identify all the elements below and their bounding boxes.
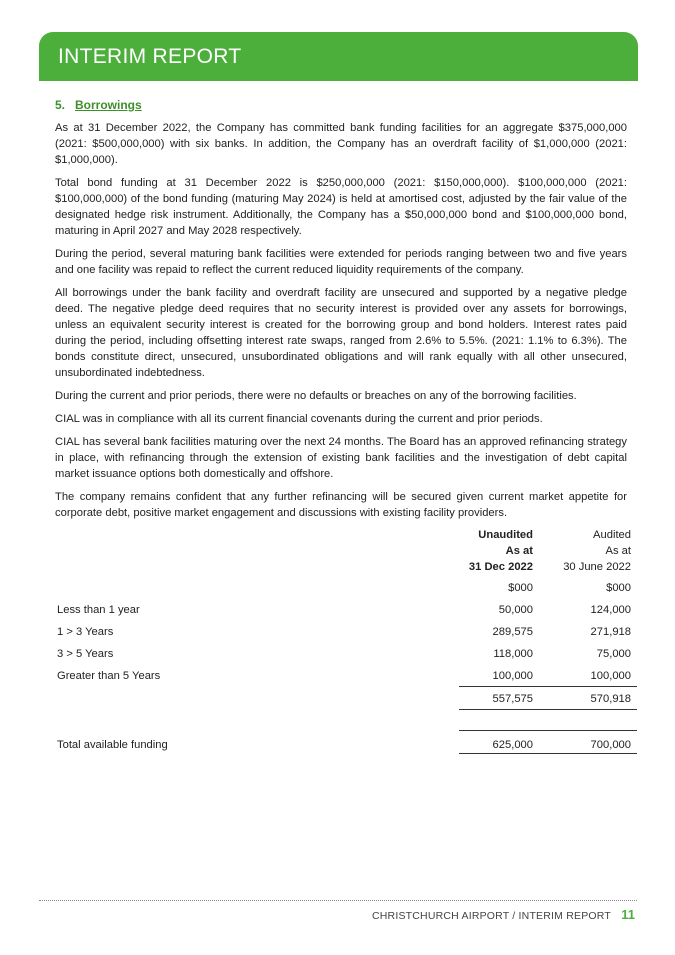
total-label: Total available funding [57, 739, 168, 751]
row-value-col1: 100,000 [492, 670, 533, 682]
footer-title: CHRISTCHURCH AIRPORT / INTERIM REPORT [371, 910, 611, 922]
col2-header-line1: Audited [593, 529, 631, 541]
row-value-col1: 50,000 [498, 604, 533, 616]
section-heading [55, 98, 142, 112]
section-number: 5. [55, 98, 66, 112]
col1-header-line2: As at [505, 545, 533, 557]
paragraph: During the period, several maturing bank facilities were extended for periods ranging between two and five years and one facility was repaid to reflect the current reduced liquidity requirements of the company. [55, 248, 627, 276]
row-value-col1: 289,575 [492, 626, 533, 638]
subtotal-rule [459, 686, 637, 687]
col1-unit: $000 [508, 582, 533, 594]
row-value-col1: 118,000 [493, 648, 533, 660]
page-number: 11 [621, 907, 635, 922]
header-banner [39, 32, 638, 81]
subtotal-col2: 570,918 [590, 693, 631, 705]
paragraph: CIAL has several bank facilities maturing over the next 24 months. The Board has an approved refinancing strategy in place, with refinancing through the extension of existing bank facilities and the investigation of debt capital market issuance options both domestically and offshore. [55, 436, 627, 480]
subtotal-col1: 557,575 [492, 693, 533, 705]
section-title: Borrowings [75, 98, 142, 112]
col2-header-line3: 30 June 2022 [563, 561, 631, 573]
col1-header-line3: 31 Dec 2022 [468, 561, 533, 573]
paragraph: The company remains confident that any further refinancing will be secured given current market appetite for corporate debt, positive market engagement and discussions with existing facility providers. [55, 491, 627, 519]
row-value-col2: 271,918 [590, 626, 631, 638]
paragraph: CIAL was in compliance with all its current financial covenants during the current and prior periods. [55, 413, 543, 425]
row-label: Less than 1 year [57, 604, 140, 616]
subtotal-bottom-rule [459, 709, 637, 710]
total-top-rule [459, 730, 637, 731]
row-label: 3 > 5 Years [57, 648, 114, 660]
row-value-col2: 100,000 [590, 670, 631, 682]
row-value-col2: 124,000 [590, 604, 631, 616]
footer-divider [39, 900, 637, 901]
paragraph: As at 31 December 2022, the Company has committed bank funding facilities for an aggregate $375,000,000 (2021: $500,000,000) with six banks. In addition, the Company has an overdraft facility of $1,000,000 (2021: $1,000,000). [55, 122, 627, 166]
row-label: Greater than 5 Years [57, 670, 161, 682]
row-label: 1 > 3 Years [57, 626, 114, 638]
col2-header-line2: As at [605, 545, 631, 557]
paragraph: During the current and prior periods, there were no defaults or breaches on any of the borrowing facilities. [55, 390, 577, 402]
borrowings-body [55, 120, 627, 528]
paragraph: All borrowings under the bank facility and overdraft facility are unsecured and supported by a negative pledge deed. The negative pledge deed requires that no security interest is provided over any assets for borrowings, unless an equivalent security interest is created for the borrowing group and bond holders. Interest rates paid during the period, including offsetting interest rate swaps, ranged from 2.6% to 5.5%. (2021: 1.1% to 6.3%). The bonds constitute direct, unsecured, unsubordinated obligations and will rank equally with all other unsecured, unsubordinated indebtedness. [55, 287, 627, 379]
row-value-col2: 75,000 [596, 648, 631, 660]
total-col1: 625,000 [492, 739, 533, 751]
col2-unit: $000 [606, 582, 631, 594]
paragraph: Total bond funding at 31 December 2022 is $250,000,000 (2021: $150,000,000). $100,000,000 (2021: $100,000,000) of the bond funding (maturing May 2024) is held at amortised cost, adjusted by the fair value of the designated hedge risk instrument. Additionally, the Company has a $50,000,000 bond and $100,000,000 bond, maturing in April 2027 and May 2028 respectively. [55, 177, 627, 237]
col1-header-line1: Unaudited [478, 529, 533, 541]
report-title: INTERIM REPORT [58, 45, 242, 68]
total-bottom-rule [459, 753, 637, 754]
total-col2: 700,000 [590, 739, 631, 751]
